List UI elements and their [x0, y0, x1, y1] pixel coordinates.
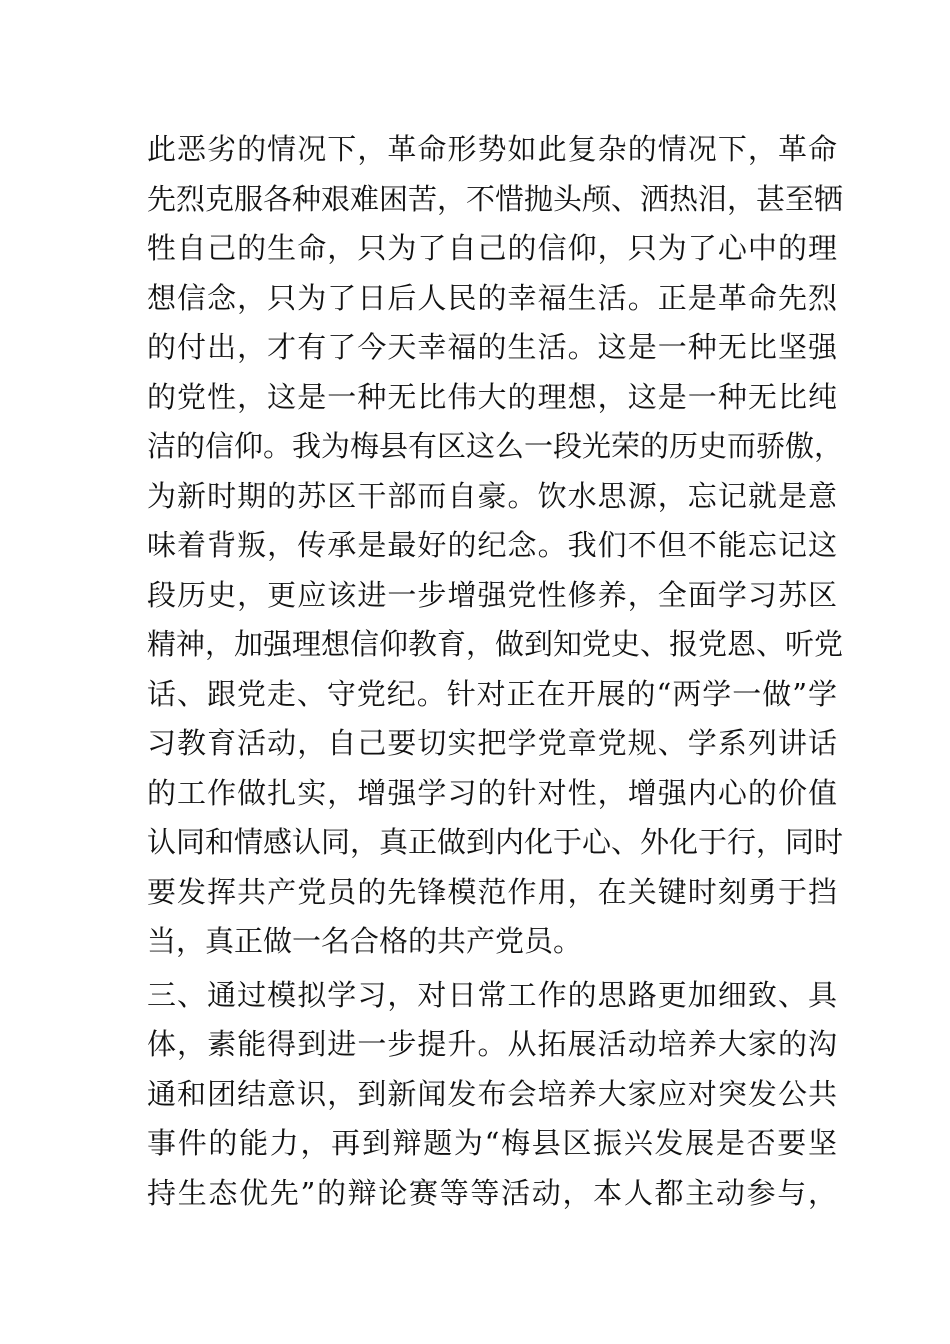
text-line: 体，素能得到进一步提升。从拓展活动培养大家的沟 — [147, 1027, 837, 1061]
text-line: 的付出，才有了今天幸福的生活。这是一种无比坚强 — [147, 330, 837, 364]
text-line: 要发挥共产党员的先锋模范作用，在关键时刻勇于挡 — [147, 874, 837, 909]
paragraph-1 — [147, 125, 844, 967]
text-line: 先烈克服各种艰难困苦，不惜抛头颅、洒热泪，甚至牺 — [147, 181, 844, 216]
text-line: 为新时期的苏区干部而自豪。饮水思源，忘记就是意 — [147, 478, 837, 513]
text-line: 话、跟党走、守党纪。针对正在开展的“两学一做”学 — [147, 676, 837, 711]
text-line: 段历史，更应该进一步增强党性修养，全面学习苏区 — [147, 577, 837, 612]
paragraph-2 — [147, 971, 837, 1219]
text-line: 持生态优先”的辩论赛等等活动，本人都主动参与， — [147, 1175, 837, 1210]
document-body — [147, 125, 844, 1218]
text-line: 的党性，这是一种无比伟大的理想，这是一种无比纯 — [147, 379, 837, 414]
text-line: 牲自己的生命，只为了自己的信仰，只为了心中的理 — [147, 231, 837, 265]
text-line: 通和团结意识，到新闻发布会培养大家应对突发公共 — [147, 1076, 837, 1111]
text-line: 事件的能力，再到辩题为“梅县区振兴发展是否要坚 — [147, 1126, 837, 1160]
text-line: 想信念，只为了日后人民的幸福生活。正是革命先烈 — [147, 280, 837, 315]
text-line: 精神，加强理想信仰教育，做到知党史、报党恩、听党 — [147, 627, 844, 661]
text-line: 习教育活动，自己要切实把学党章党规、学系列讲话 — [147, 726, 837, 760]
text-line: 当，真正做一名合格的共产党员。 — [147, 924, 583, 958]
text-line: 认同和情感认同，真正做到内化于心、外化于行，同时 — [147, 825, 844, 859]
text-line: 洁的信仰。我为梅县有区这么一段光荣的历史而骄傲， — [147, 429, 844, 463]
text-line: 此恶劣的情况下，革命形势如此复杂的情况下，革命 — [147, 132, 837, 166]
text-line: 的工作做扎实，增强学习的针对性，增强内心的价值 — [147, 775, 837, 810]
text-line: 三、通过模拟学习，对日常工作的思路更加细致、具 — [147, 977, 837, 1012]
text-line: 味着背叛，传承是最好的纪念。我们不但不能忘记这 — [147, 528, 837, 562]
